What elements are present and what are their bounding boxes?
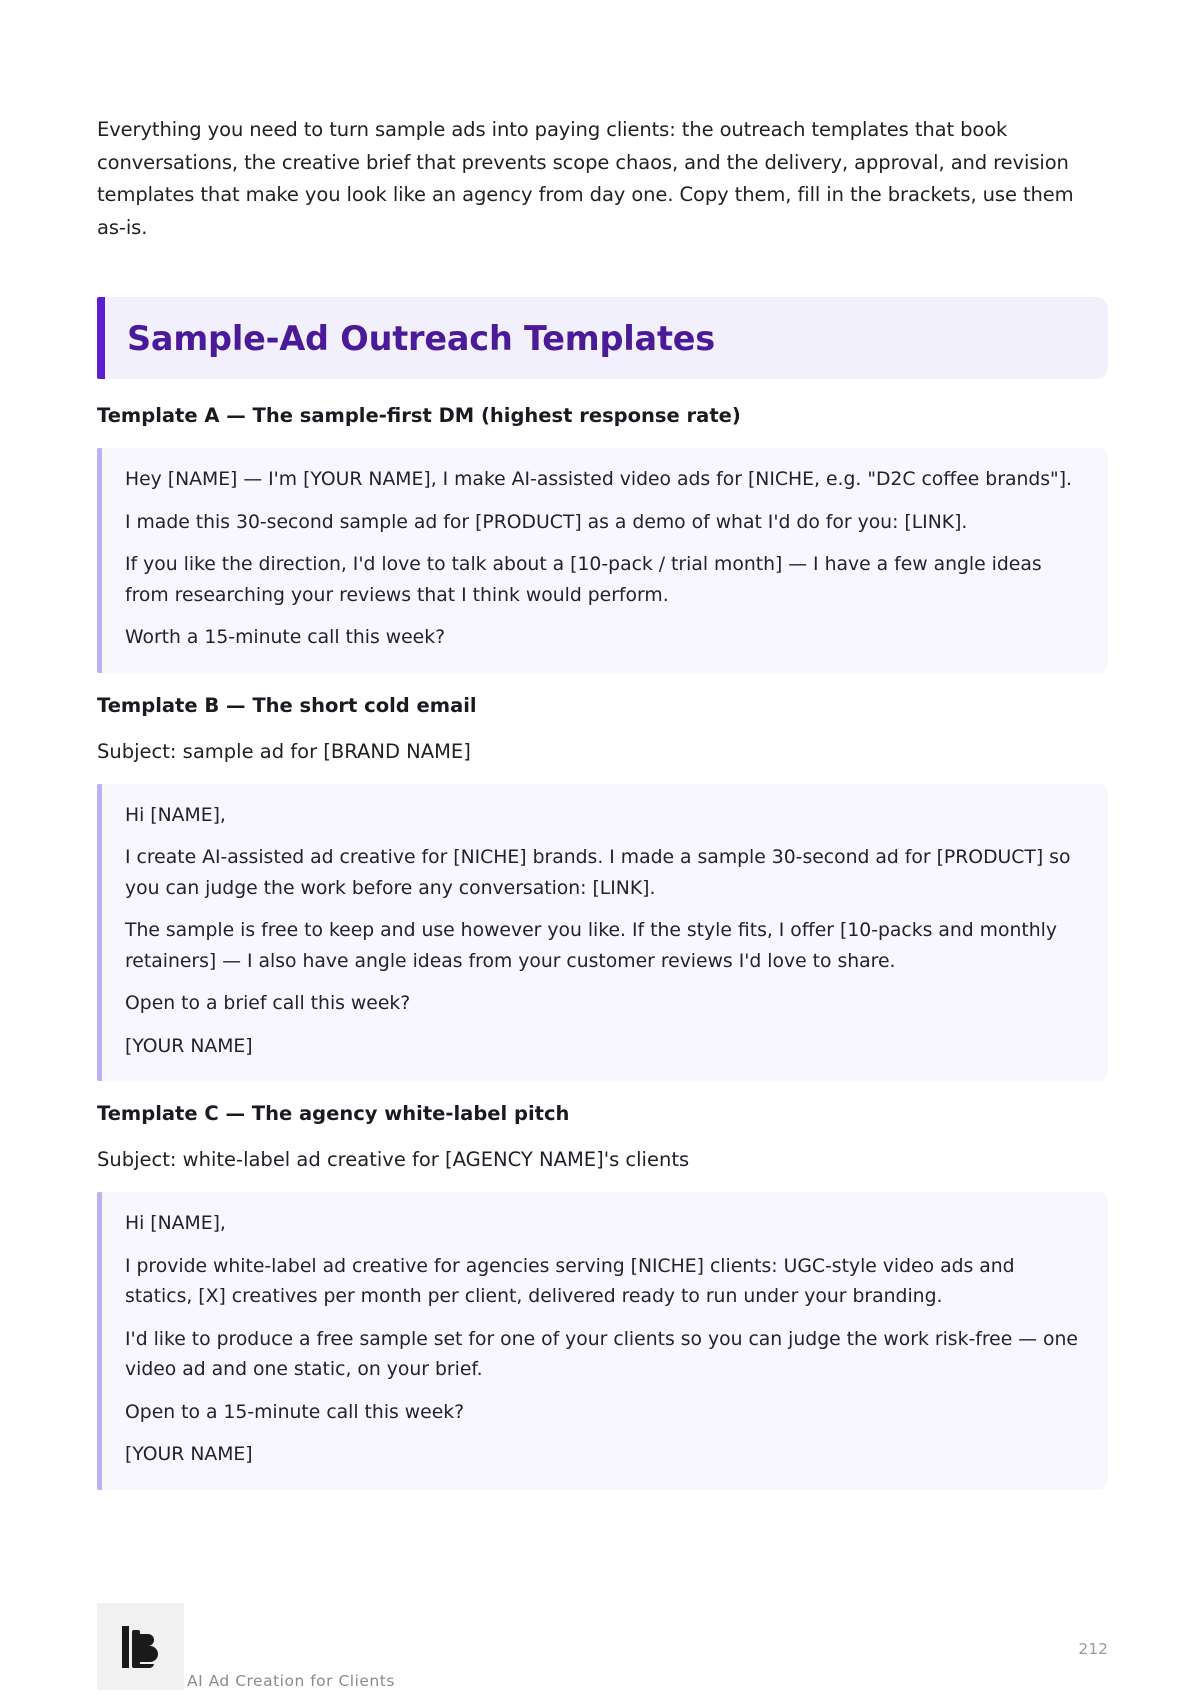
intro-paragraph: Everything you need to turn sample ads into paying clients: the outreach templates that book conversations, the creative brief that prevents scope chaos, and the delivery, approval, and revision templates that make you look like an agency from day one. Copy them, fill in the brackets, use them as-is. [97,118,1074,239]
template-a-paragraph: Hey [NAME] — I'm [YOUR NAME], I make AI-assisted video ads for [NICHE, e.g. "D2C coffee brands"]. [125,469,1072,490]
template-b-subject: Subject: sample ad for [BRAND NAME] [97,739,471,763]
stacked-blocks-logo-icon [120,1624,162,1670]
template-c-quote [97,1192,1108,1490]
page-number: 212 [1078,1640,1108,1658]
footer-book-title: AI Ad Creation for Clients [187,1672,395,1690]
template-c-paragraph: I'd like to produce a free sample set for one of your clients so you can judge the work risk-free — one video ad and one static, on your brief. [125,1328,1078,1380]
template-b-paragraph: I create AI-assisted ad creative for [NICHE] brands. I made a sample 30-second ad for [PRODUCT] so you can judge the work before any conversation: [LINK]. [125,847,1071,899]
template-b-paragraph: Hi [NAME], [125,804,226,826]
template-c-paragraph: [YOUR NAME] [125,1444,253,1465]
template-b-paragraph: The sample is free to keep and use however you like. If the style fits, I offer [10-packs and monthly retainers] — I also have angle ideas from your customer reviews I'd love to share. [125,920,1057,972]
template-b-paragraph: Open to a brief call this week? [125,993,411,1014]
section-title: Sample-Ad Outreach Templates [127,318,716,358]
template-c-paragraph: Hi [NAME], [125,1213,226,1234]
template-a-title: Template A — The sample-first DM (highest response rate) [97,404,741,427]
template-b-paragraph: [YOUR NAME] [125,1035,253,1057]
template-c-title: Template C — The agency white-label pitch [97,1102,570,1125]
template-a-quote [97,448,1108,673]
template-c-subject: Subject: white-label ad creative for [AGENCY NAME]'s clients [97,1148,690,1171]
template-a-paragraph: Worth a 15-minute call this week? [125,627,446,648]
template-c-paragraph: Open to a 15-minute call this week? [125,1401,465,1423]
template-c-paragraph: I provide white-label ad creative for agencies serving [NICHE] clients: UGC-style video ads and statics, [X] creatives per month per client, delivered ready to run under your branding. [125,1255,1015,1307]
template-a-paragraph: I made this 30-second sample ad for [PRODUCT] as a demo of what I'd do for you: [LINK]. [125,511,968,533]
template-b-title: Template B — The short cold email [97,693,477,717]
page-content [97,114,1108,1490]
template-a-paragraph: If you like the direction, I'd love to talk about a [10-pack / trial month] — I have a few angle ideas from researching your reviews that I think would perform. [125,554,1042,606]
section-heading-box [97,297,1108,379]
template-b-quote [97,784,1108,1082]
footer-logo [97,1603,184,1690]
